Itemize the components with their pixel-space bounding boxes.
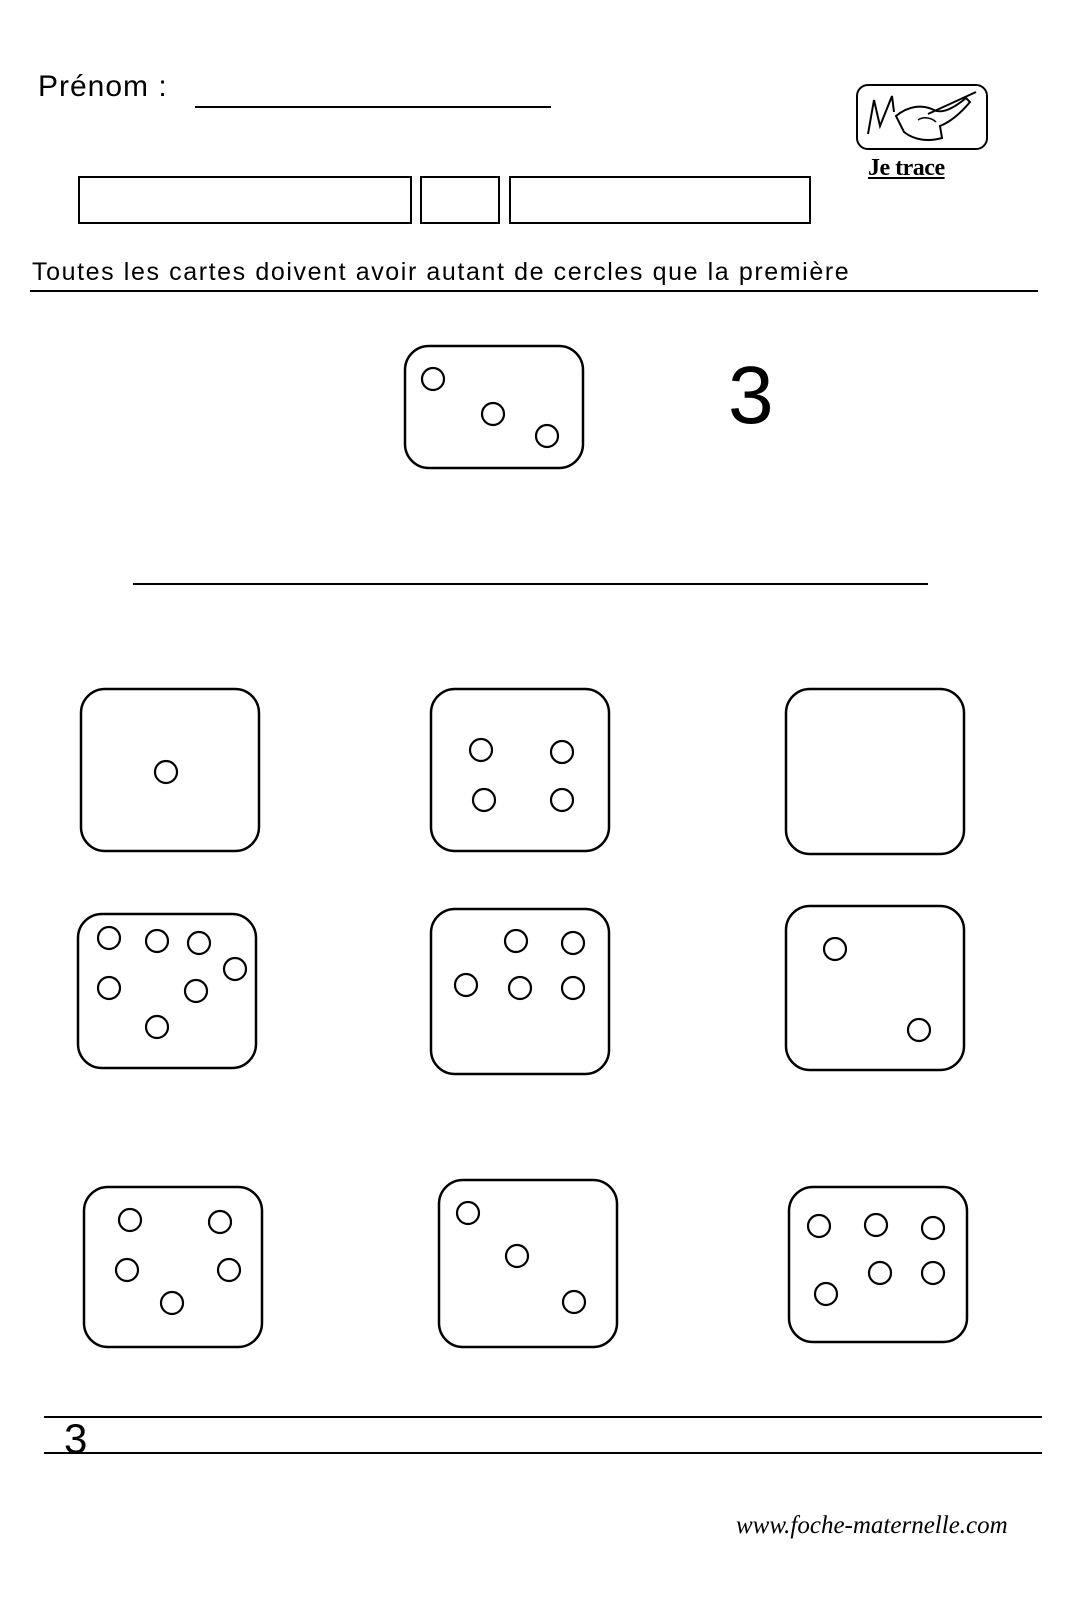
instruction-text: Toutes les cartes doivent avoir autant de cercles que la première <box>32 258 851 286</box>
circle-dot[interactable] <box>470 739 492 761</box>
circle-dot[interactable] <box>908 1019 930 1041</box>
card-1 <box>81 689 259 851</box>
circle-dot[interactable] <box>161 1292 183 1314</box>
circle-dot[interactable] <box>551 789 573 811</box>
circle-dot[interactable] <box>185 980 207 1002</box>
circle-dot[interactable] <box>562 977 584 999</box>
card-3 <box>786 689 964 854</box>
card-8 <box>439 1180 617 1347</box>
circle-dot[interactable] <box>209 1211 231 1233</box>
circle-dot[interactable] <box>116 1259 138 1281</box>
circle-dot[interactable] <box>824 938 846 960</box>
circle-dot[interactable] <box>457 1202 479 1224</box>
circle-dot[interactable] <box>224 958 246 980</box>
card-2 <box>431 689 609 851</box>
circle-dot[interactable] <box>922 1262 944 1284</box>
circle-dot[interactable] <box>536 425 558 447</box>
circle-dot[interactable] <box>808 1215 830 1237</box>
circle-dot[interactable] <box>551 741 573 763</box>
circle-dot[interactable] <box>869 1262 891 1284</box>
model-card <box>405 346 583 468</box>
circle-dot[interactable] <box>455 974 477 996</box>
circle-dot[interactable] <box>119 1209 141 1231</box>
circle-dot[interactable] <box>188 932 210 954</box>
circle-dot[interactable] <box>562 932 584 954</box>
card-6 <box>786 906 964 1070</box>
card-5 <box>431 909 609 1074</box>
card-frame <box>786 689 964 854</box>
circle-dot[interactable] <box>815 1283 837 1305</box>
circle-dot[interactable] <box>563 1291 585 1313</box>
model-number: 3 <box>728 350 774 441</box>
card-9 <box>789 1187 967 1342</box>
circle-dot[interactable] <box>506 1245 528 1267</box>
circle-dot[interactable] <box>505 930 527 952</box>
writing-line-bottom <box>44 1452 1042 1454</box>
circle-dot[interactable] <box>473 789 495 811</box>
circle-dot[interactable] <box>922 1217 944 1239</box>
card-4 <box>78 914 256 1068</box>
icon-caption: Je trace <box>868 155 945 181</box>
circle-dot[interactable] <box>146 930 168 952</box>
circle-dot[interactable] <box>146 1016 168 1038</box>
circle-dot[interactable] <box>98 927 120 949</box>
card-frame <box>431 689 609 851</box>
card-7 <box>84 1187 262 1347</box>
card-frame <box>786 906 964 1070</box>
trace-number: 3 <box>64 1415 88 1462</box>
website-footer: www.foche-maternelle.com <box>736 1512 1008 1539</box>
circle-dot[interactable] <box>98 977 120 999</box>
writing-line-top <box>44 1416 1042 1418</box>
circle-dot[interactable] <box>218 1259 240 1281</box>
circle-dot[interactable] <box>422 368 444 390</box>
circle-dot[interactable] <box>865 1214 887 1236</box>
circle-dot[interactable] <box>482 403 504 425</box>
circle-dot[interactable] <box>509 977 531 999</box>
prenom-label: Prénom : <box>38 70 168 103</box>
circle-dot[interactable] <box>155 761 177 783</box>
